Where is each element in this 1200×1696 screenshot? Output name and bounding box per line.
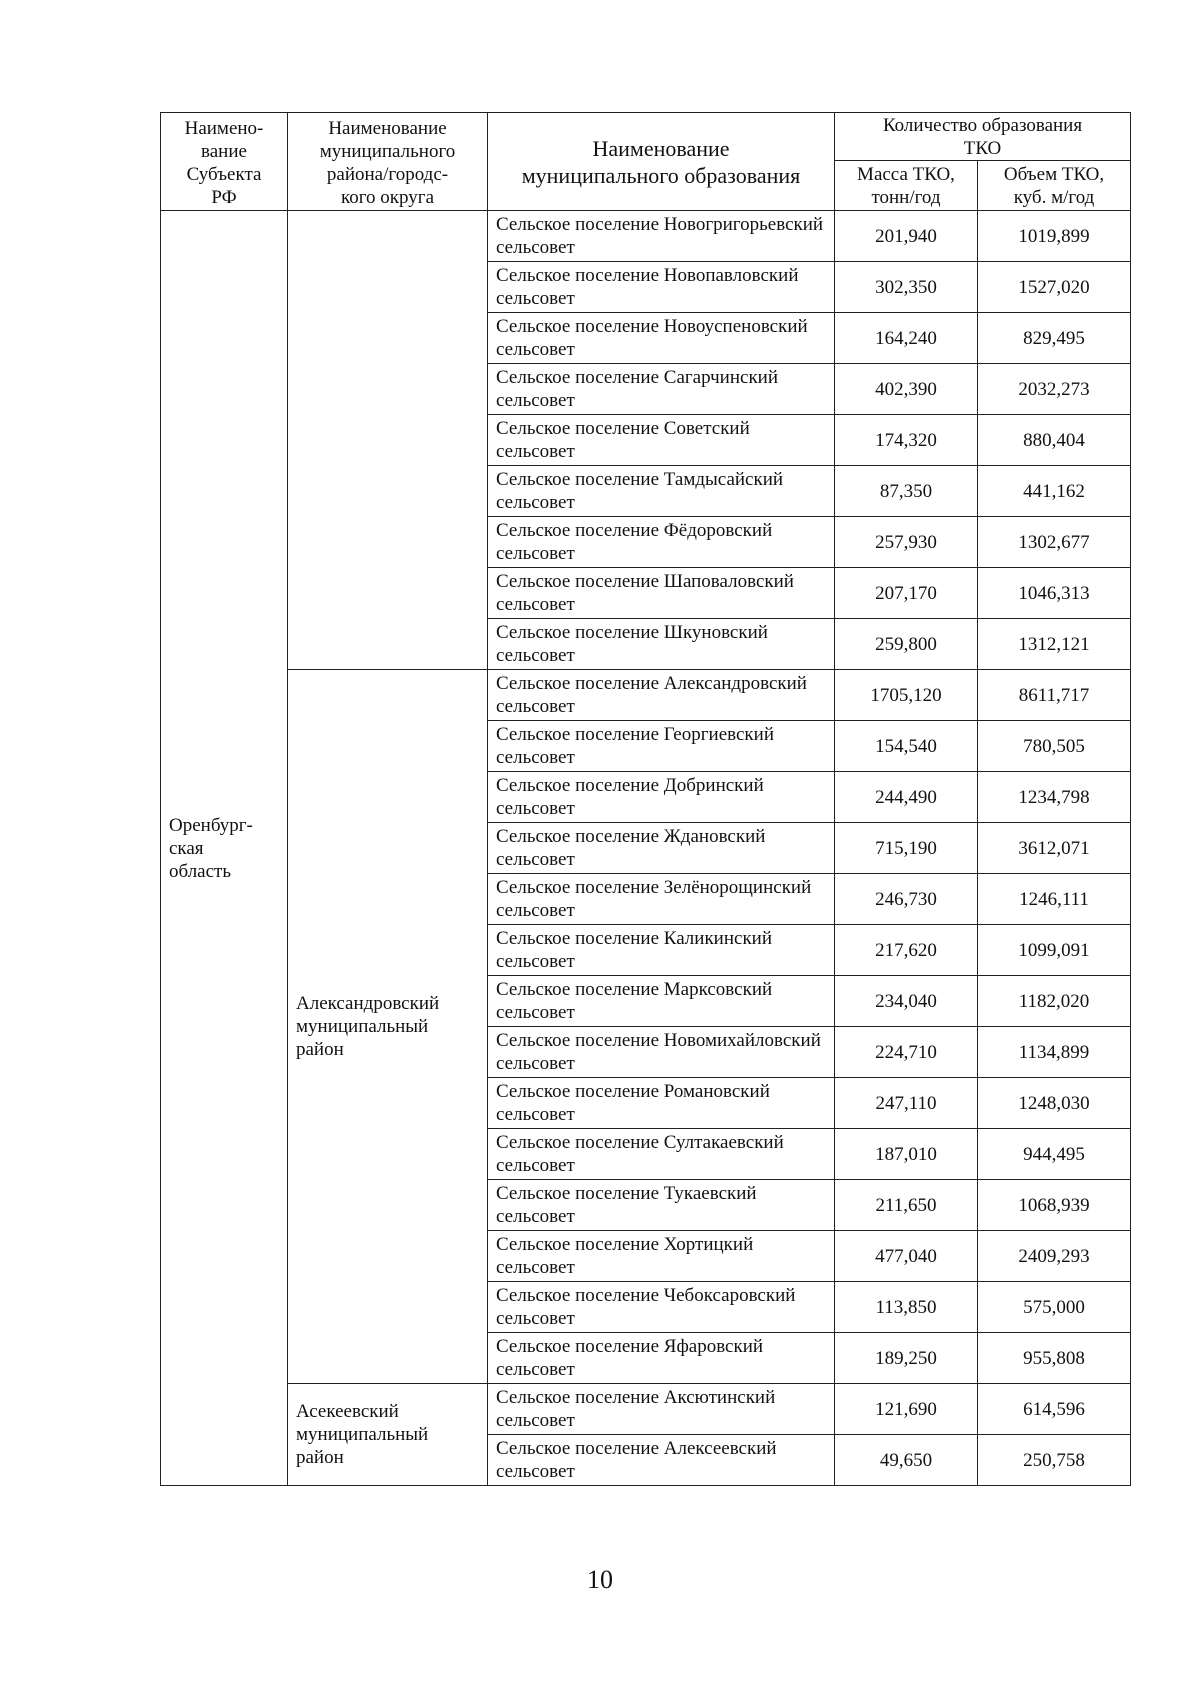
mass-cell: 302,350 xyxy=(835,262,978,313)
volume-cell: 1134,899 xyxy=(978,1027,1131,1078)
volume-cell: 1019,899 xyxy=(978,211,1131,262)
header-volume: Объем ТКО, куб. м/год xyxy=(978,161,1131,211)
mass-cell: 402,390 xyxy=(835,364,978,415)
mass-cell: 246,730 xyxy=(835,874,978,925)
mass-cell: 234,040 xyxy=(835,976,978,1027)
municipality-cell: Сельское поселение Сагарчинский сельсовет xyxy=(488,364,835,415)
header-subject: Наимено- вание Субъекта РФ xyxy=(161,113,288,211)
mass-cell: 164,240 xyxy=(835,313,978,364)
volume-cell: 1046,313 xyxy=(978,568,1131,619)
municipality-cell: Сельское поселение Шаповаловский сельсовет xyxy=(488,568,835,619)
municipality-cell: Сельское поселение Добринский сельсовет xyxy=(488,772,835,823)
mass-cell: 217,620 xyxy=(835,925,978,976)
table-row xyxy=(161,670,1131,721)
volume-cell: 1312,121 xyxy=(978,619,1131,670)
municipality-cell: Сельское поселение Шкуновский сельсовет xyxy=(488,619,835,670)
district-cell: Александровский муниципальный район xyxy=(288,670,488,1384)
municipality-cell: Сельское поселение Георгиевский сельсовет xyxy=(488,721,835,772)
mass-cell: 49,650 xyxy=(835,1435,978,1486)
subject-cell: Оренбург- ская область xyxy=(161,211,288,1486)
municipality-cell: Сельское поселение Ждановский сельсовет xyxy=(488,823,835,874)
volume-cell: 1248,030 xyxy=(978,1078,1131,1129)
volume-cell: 250,758 xyxy=(978,1435,1131,1486)
volume-cell: 1234,798 xyxy=(978,772,1131,823)
mass-cell: 1705,120 xyxy=(835,670,978,721)
municipality-cell: Сельское поселение Тукаевский сельсовет xyxy=(488,1180,835,1231)
mass-cell: 154,540 xyxy=(835,721,978,772)
municipality-cell: Сельское поселение Алексеевский сельсовет xyxy=(488,1435,835,1486)
header-mass: Масса ТКО, тонн/год xyxy=(835,161,978,211)
mass-cell: 477,040 xyxy=(835,1231,978,1282)
tko-table xyxy=(160,112,1131,1486)
volume-cell: 1068,939 xyxy=(978,1180,1131,1231)
volume-cell: 1182,020 xyxy=(978,976,1131,1027)
mass-cell: 121,690 xyxy=(835,1384,978,1435)
volume-cell: 8611,717 xyxy=(978,670,1131,721)
mass-cell: 87,350 xyxy=(835,466,978,517)
municipality-cell: Сельское поселение Зелёнорощинский сельсовет xyxy=(488,874,835,925)
volume-cell: 955,808 xyxy=(978,1333,1131,1384)
header-quantity: Количество образования ТКО xyxy=(835,113,1131,161)
volume-cell: 614,596 xyxy=(978,1384,1131,1435)
district-cell xyxy=(288,211,488,670)
municipality-cell: Сельское поселение Фёдоровский сельсовет xyxy=(488,517,835,568)
mass-cell: 207,170 xyxy=(835,568,978,619)
volume-cell: 575,000 xyxy=(978,1282,1131,1333)
table-row xyxy=(161,211,1131,262)
municipality-cell: Сельское поселение Советский сельсовет xyxy=(488,415,835,466)
page-number: 10 xyxy=(587,1565,613,1594)
volume-cell: 2032,273 xyxy=(978,364,1131,415)
municipality-cell: Сельское поселение Каликинский сельсовет xyxy=(488,925,835,976)
municipality-cell: Сельское поселение Чебоксаровский сельсовет xyxy=(488,1282,835,1333)
municipality-cell: Сельское поселение Александровский сельсовет xyxy=(488,670,835,721)
mass-cell: 715,190 xyxy=(835,823,978,874)
municipality-cell: Сельское поселение Новомихайловский сельсовет xyxy=(488,1027,835,1078)
volume-cell: 880,404 xyxy=(978,415,1131,466)
header-district: Наименование муниципального района/городс- кого округа xyxy=(288,113,488,211)
municipality-cell: Сельское поселение Тамдысайский сельсовет xyxy=(488,466,835,517)
mass-cell: 247,110 xyxy=(835,1078,978,1129)
volume-cell: 780,505 xyxy=(978,721,1131,772)
volume-cell: 3612,071 xyxy=(978,823,1131,874)
mass-cell: 113,850 xyxy=(835,1282,978,1333)
mass-cell: 224,710 xyxy=(835,1027,978,1078)
mass-cell: 211,650 xyxy=(835,1180,978,1231)
table-body xyxy=(161,211,1131,1486)
municipality-cell: Сельское поселение Новоуспеновский сельсовет xyxy=(488,313,835,364)
municipality-cell: Сельское поселение Хортицкий сельсовет xyxy=(488,1231,835,1282)
district-cell: Асекеевский муниципальный район xyxy=(288,1384,488,1486)
municipality-cell: Сельское поселение Аксютинский сельсовет xyxy=(488,1384,835,1435)
municipality-cell: Сельское поселение Яфаровский сельсовет xyxy=(488,1333,835,1384)
mass-cell: 174,320 xyxy=(835,415,978,466)
municipality-cell: Сельское поселение Марксовский сельсовет xyxy=(488,976,835,1027)
volume-cell: 2409,293 xyxy=(978,1231,1131,1282)
volume-cell: 829,495 xyxy=(978,313,1131,364)
municipality-cell: Сельское поселение Султакаевский сельсовет xyxy=(488,1129,835,1180)
table-header xyxy=(161,113,1131,211)
mass-cell: 187,010 xyxy=(835,1129,978,1180)
volume-cell: 1302,677 xyxy=(978,517,1131,568)
table-row xyxy=(161,1384,1131,1435)
volume-cell: 944,495 xyxy=(978,1129,1131,1180)
municipality-cell: Сельское поселение Новогригорьевский сельсовет xyxy=(488,211,835,262)
mass-cell: 259,800 xyxy=(835,619,978,670)
mass-cell: 201,940 xyxy=(835,211,978,262)
mass-cell: 244,490 xyxy=(835,772,978,823)
municipality-cell: Сельское поселение Новопавловский сельсовет xyxy=(488,262,835,313)
volume-cell: 1246,111 xyxy=(978,874,1131,925)
volume-cell: 441,162 xyxy=(978,466,1131,517)
header-municipality: Наименование муниципального образования xyxy=(488,113,835,211)
volume-cell: 1527,020 xyxy=(978,262,1131,313)
mass-cell: 257,930 xyxy=(835,517,978,568)
volume-cell: 1099,091 xyxy=(978,925,1131,976)
mass-cell: 189,250 xyxy=(835,1333,978,1384)
municipality-cell: Сельское поселение Романовский сельсовет xyxy=(488,1078,835,1129)
